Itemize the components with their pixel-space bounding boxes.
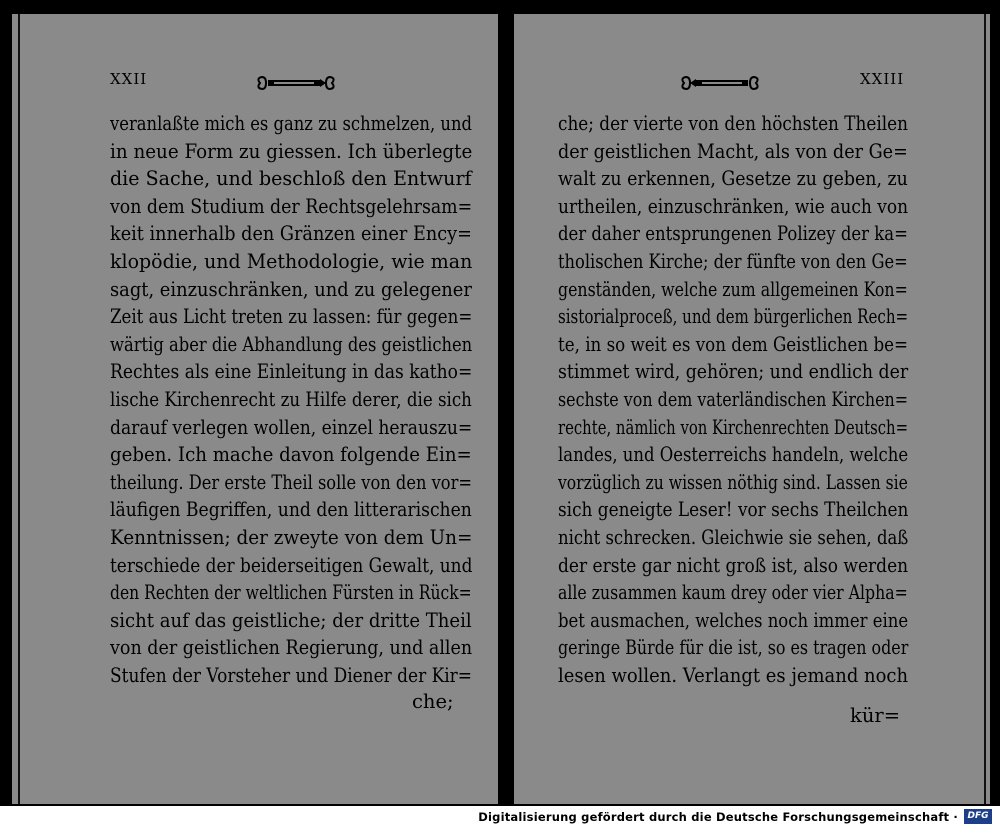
text-line: die Sache, und beschloß den Entwurf [110, 167, 472, 191]
text-line: der erste gar nicht groß ist, also werden [558, 553, 909, 577]
text-line: theilung. Der erste Theil solle von den vor= [110, 470, 472, 494]
text-line: wärtig aber die Abhandlung des geistlichen [110, 332, 473, 356]
text-line: von der geistlichen Regierung, und allen [110, 636, 473, 660]
left-page [12, 14, 498, 804]
text-line: läufigen Begriffen, und den litterarischen [110, 498, 472, 522]
text-line: sicht auf das geistliche; der dritte Theil [110, 608, 472, 632]
text-line: genständen, welche zum allgemeinen Kon= [558, 277, 908, 301]
text-line: che; der vierte von den höchsten Theilen [558, 112, 908, 135]
page-edge [984, 14, 986, 804]
text-line: sagt, einzuschränken, und zu gelegener [110, 277, 472, 301]
text-line: den Rechten der weltlichen Fürsten in Rück= [110, 581, 472, 605]
footer-credit: Digitalisierung gefördert durch die Deutsche Forschungsgemeinschaft · [478, 810, 958, 824]
text-line: lische Kirchenrecht zu Hilfe derer, die sich [110, 387, 472, 411]
text-line: terschiede der beiderseitigen Gewalt, und [110, 553, 473, 577]
text-line: veranlaßte mich es ganz zu schmelzen, und [110, 112, 472, 135]
text-line: Zeit aus Licht treten zu lassen: für gegen= [110, 305, 473, 329]
text-line: sich geneigte Leser! vor sechs Theilchen [558, 498, 909, 522]
text-line: landes, und Oesterreichs handeln, welche [558, 443, 909, 467]
text-line: der daher entsprungenen Polizey der ka= [558, 222, 908, 246]
text-line: tholischen Kirche; der fünfte von den Ge= [558, 249, 908, 273]
text-line: geben. Ich mache davon folgende Ein= [110, 443, 472, 467]
text-line: in neue Form zu giessen. Ich überlegte [110, 139, 473, 163]
ornament-icon [256, 74, 336, 92]
text-line: nicht schrecken. Gleichwie sie sehen, daß [558, 525, 909, 549]
text-line: lesen wollen. Verlangt es jemand noch [558, 663, 909, 687]
text-line: vorzüglich zu wissen nöthig sind. Lassen sie [558, 470, 908, 494]
text-line: te, in so weit es von dem Geistlichen be= [558, 332, 908, 356]
right-page-text [558, 110, 908, 689]
text-line: walt zu erkennen, Gesetze zu geben, zu [558, 167, 908, 191]
text-line: Kenntnissen; der zweyte von dem Un= [110, 525, 473, 549]
ornament-icon [680, 74, 760, 92]
dfg-logo: DFG [964, 809, 992, 824]
text-line: darauf verlegen wollen, einzel herauszu= [110, 415, 473, 439]
right-page [514, 14, 990, 804]
text-line: keit innerhalb den Gränzen einer Ency= [110, 222, 472, 246]
text-line: von dem Studium der Rechtsgelehrsam= [110, 194, 473, 218]
catchword: kür= [850, 704, 901, 727]
book-gutter [498, 0, 514, 810]
text-line: alle zusammen kaum drey oder vier Alpha= [558, 581, 908, 605]
text-line: stimmet wird, gehören; und endlich der [558, 360, 909, 384]
left-page-text [110, 110, 472, 689]
catchword: che; [412, 690, 454, 713]
text-line: klopödie, und Methodologie, wie man [110, 249, 473, 273]
text-line: Rechtes als eine Einleitung in das katho= [110, 360, 473, 384]
page-number: XXIII [860, 70, 905, 88]
text-line: sistorialproceß, und dem bürgerlichen Rech= [558, 305, 909, 329]
text-line: geringe Bürde für die ist, so es tragen oder [558, 636, 909, 660]
text-line: der geistlichen Macht, als von der Ge= [558, 139, 908, 163]
footer-bar [0, 806, 1000, 828]
text-line: bet ausmachen, welches noch immer eine [558, 608, 909, 632]
text-line: rechte, nämlich von Kirchenrechten Deutsch= [558, 415, 909, 439]
page-number: XXII [110, 70, 148, 88]
text-line: sechste von dem vaterländischen Kirchen= [558, 387, 909, 411]
page-edge [18, 14, 20, 804]
text-line: Stufen der Vorsteher und Diener der Kir= [110, 663, 473, 687]
text-line: urtheilen, einzuschränken, wie auch von [558, 194, 909, 218]
